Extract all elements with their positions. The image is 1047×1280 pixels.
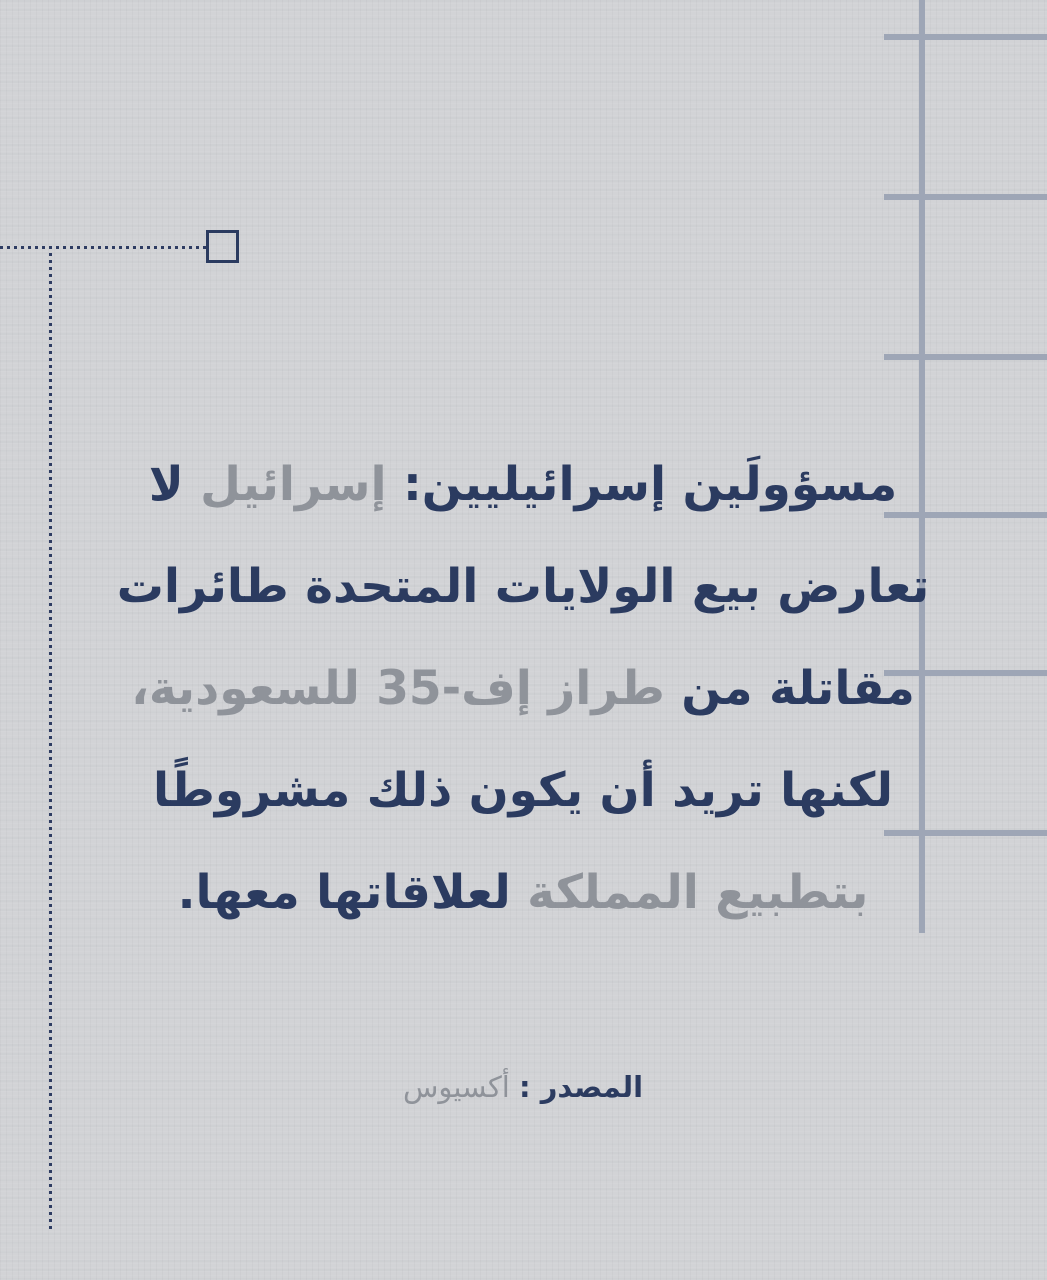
dotted-horizontal-line — [0, 246, 206, 249]
headline-line-4 — [63, 740, 983, 842]
headline-line-3 — [63, 638, 983, 740]
headline-segment: بتطبيع المملكة — [510, 865, 869, 920]
headline-segment: تعارض بيع الولايات المتحدة طائرات — [116, 559, 930, 614]
headline-line-5 — [63, 842, 983, 944]
dotted-vertical-line — [49, 246, 52, 1230]
headline-segment: مقاتلة من — [664, 661, 915, 716]
headline-segment: لا — [148, 457, 201, 512]
headline-line-2 — [63, 536, 983, 638]
square-outline-icon — [206, 230, 239, 263]
grid-horizontal-line — [884, 194, 1047, 200]
headline — [63, 434, 983, 944]
grid-horizontal-line — [884, 354, 1047, 360]
headline-segment: لكنها تريد أن يكون ذلك مشروطًا — [153, 763, 893, 818]
headline-segment: مسؤولَين إسرائيليين: — [386, 457, 898, 512]
headline-segment: إسرائيل — [200, 457, 387, 512]
headline-line-1 — [63, 434, 983, 536]
source-attribution — [63, 1066, 983, 1108]
source-value: أكسيوس — [402, 1070, 510, 1104]
headline-segment: طراز إف-35 للسعودية، — [131, 661, 665, 716]
source-label: المصدر : — [519, 1070, 644, 1104]
headline-segment: لعلاقاتها معها. — [177, 865, 511, 920]
grid-horizontal-line — [884, 34, 1047, 40]
